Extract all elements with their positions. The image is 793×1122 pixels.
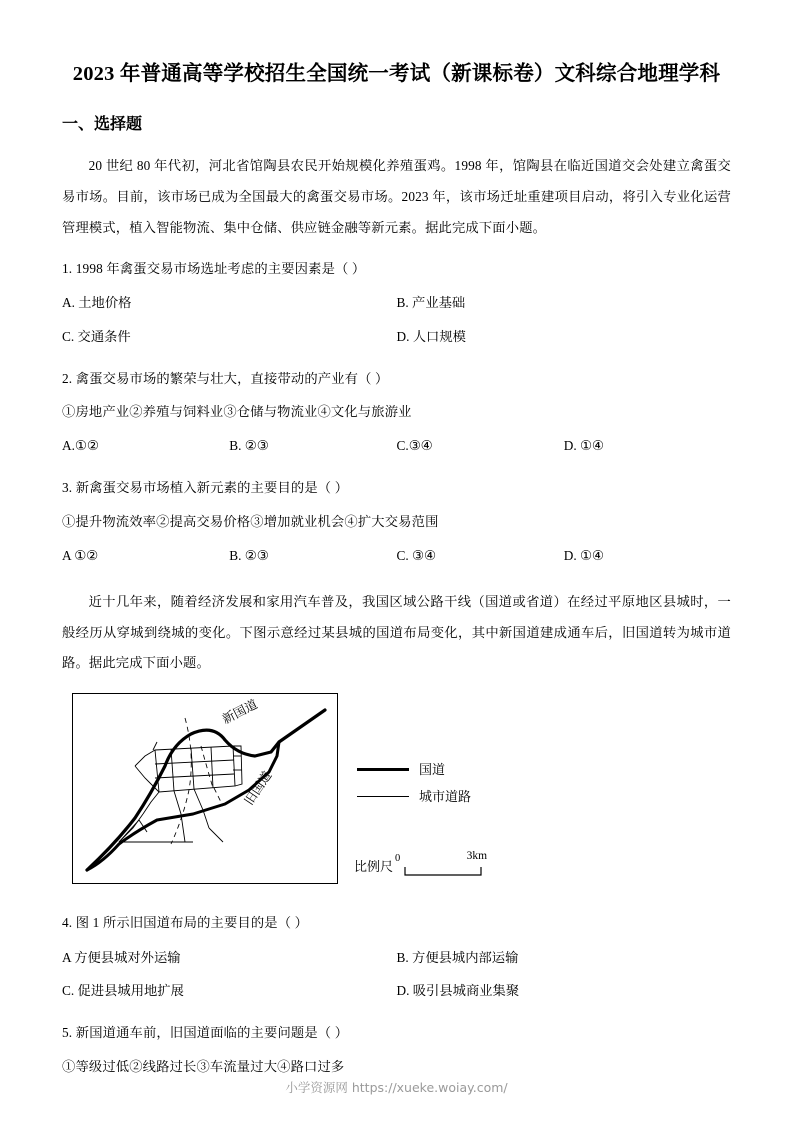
map-label-old-road: 旧国道: [241, 769, 275, 808]
legend-label-national-road: 国道: [419, 762, 446, 778]
scale-bar-graphic: [395, 848, 487, 878]
passage-poultry-egg-market: 20 世纪 80 年代初，河北省馆陶县农民开始规模化养殖蛋鸡。1998 年，馆陶县在临近国道交会处建立禽蛋交易市场。目前，该市场已成为全国最大的禽蛋交易市场。2023 年，该市场迁址重建项目启动，将引入专业化运营管理模式，植入智能物流、集中仓储、供应链金融等新元素。据此完成下面小题。: [62, 158, 731, 235]
passage-national-highway-layout: 近十几年来，随着经济发展和家用汽车普及，我国区域公路干线（国道或省道）在经过平原地区县城时，一般经历从穿城到绕城的变化。下图示意经过某县城的国道布局变化，其中新国道建成通车后，旧国道转为城市道路。据此完成下面小题。: [62, 593, 731, 671]
question-4-stem: 4. 图 1 所示旧国道布局的主要目的是（ ）: [62, 915, 309, 931]
option-4-A[interactable]: A 方便县城对外运输: [62, 949, 181, 965]
new-national-highway-line: [87, 710, 325, 870]
option-2-B[interactable]: B. ②③: [229, 438, 269, 454]
question-2-stem: 2. 禽蛋交易市场的繁荣与壮大，直接带动的产业有（ ）: [62, 370, 389, 386]
question-3-stem: 3. 新禽蛋交易市场植入新元素的主要目的是（ ）: [62, 480, 349, 496]
option-2-A[interactable]: A.①②: [62, 438, 99, 454]
thick-line-icon: [357, 764, 409, 776]
question-1-options: [62, 286, 731, 354]
scale-bar-bracket-icon: [403, 865, 495, 879]
section-heading-multiple-choice: 一、选择题: [62, 116, 143, 134]
option-4-B[interactable]: B. 方便县城内部运输: [396, 949, 519, 965]
option-3-D[interactable]: D. ①④: [563, 547, 604, 563]
option-4-D[interactable]: D. 吸引县城商业集聚: [396, 983, 520, 999]
legend-item-city-road: [357, 783, 471, 810]
page-title: 2023 年普通高等学校招生全国统一考试（新课标卷）文科综合地理学科: [72, 63, 721, 85]
city-road-network: [119, 742, 242, 842]
option-2-D[interactable]: D. ①④: [563, 438, 604, 454]
town-boundary-dashed: [171, 718, 223, 844]
map-legend: [357, 756, 471, 810]
option-1-B[interactable]: B. 产业基础: [396, 294, 466, 310]
figure-1-highway-layout: [62, 693, 731, 898]
option-3-A[interactable]: A ①②: [62, 547, 99, 563]
question-5-statements: ①等级过低②线路过长③车流量过大④路口过多: [62, 1058, 345, 1074]
question-4-options: [62, 941, 731, 1009]
question-5-stem: 5. 新国道通车前，旧国道面临的主要问题是（ ）: [62, 1025, 349, 1041]
option-3-B[interactable]: B. ②③: [229, 547, 269, 563]
legend-item-national-road: [357, 756, 471, 783]
question-3-options: [62, 539, 731, 573]
scale-bar-max-label: 3km: [466, 850, 488, 863]
map-frame: [72, 693, 338, 884]
question-2-options: [62, 429, 731, 463]
option-2-C[interactable]: C.③④: [396, 438, 433, 454]
map-scale-bar: [354, 848, 487, 878]
option-1-A[interactable]: A. 土地价格: [62, 294, 132, 310]
map-label-new-road: 新国道: [220, 697, 260, 727]
question-1-stem: 1. 1998 年禽蛋交易市场选址考虑的主要因素是（ ）: [62, 260, 366, 276]
question-3-statements: ①提升物流效率②提高交易价格③增加就业机会④扩大交易范围: [62, 513, 439, 529]
legend-label-city-road: 城市道路: [419, 789, 472, 805]
option-4-C[interactable]: C. 促进县城用地扩展: [62, 983, 184, 999]
footer-watermark: 小学资源网 https://xueke.woiay.com/: [285, 1080, 508, 1095]
county-town-map: [73, 694, 337, 883]
scale-bar-title: 比例尺: [354, 859, 394, 875]
question-2-statements: ①房地产业②养殖与饲料业③仓储与物流业④文化与旅游业: [62, 404, 412, 420]
option-1-C[interactable]: C. 交通条件: [62, 328, 131, 344]
option-3-C[interactable]: C. ③④: [396, 547, 436, 563]
thin-line-icon: [357, 791, 409, 803]
option-1-D[interactable]: D. 人口规模: [396, 328, 466, 344]
scale-bar-min-label: 0: [395, 853, 401, 865]
